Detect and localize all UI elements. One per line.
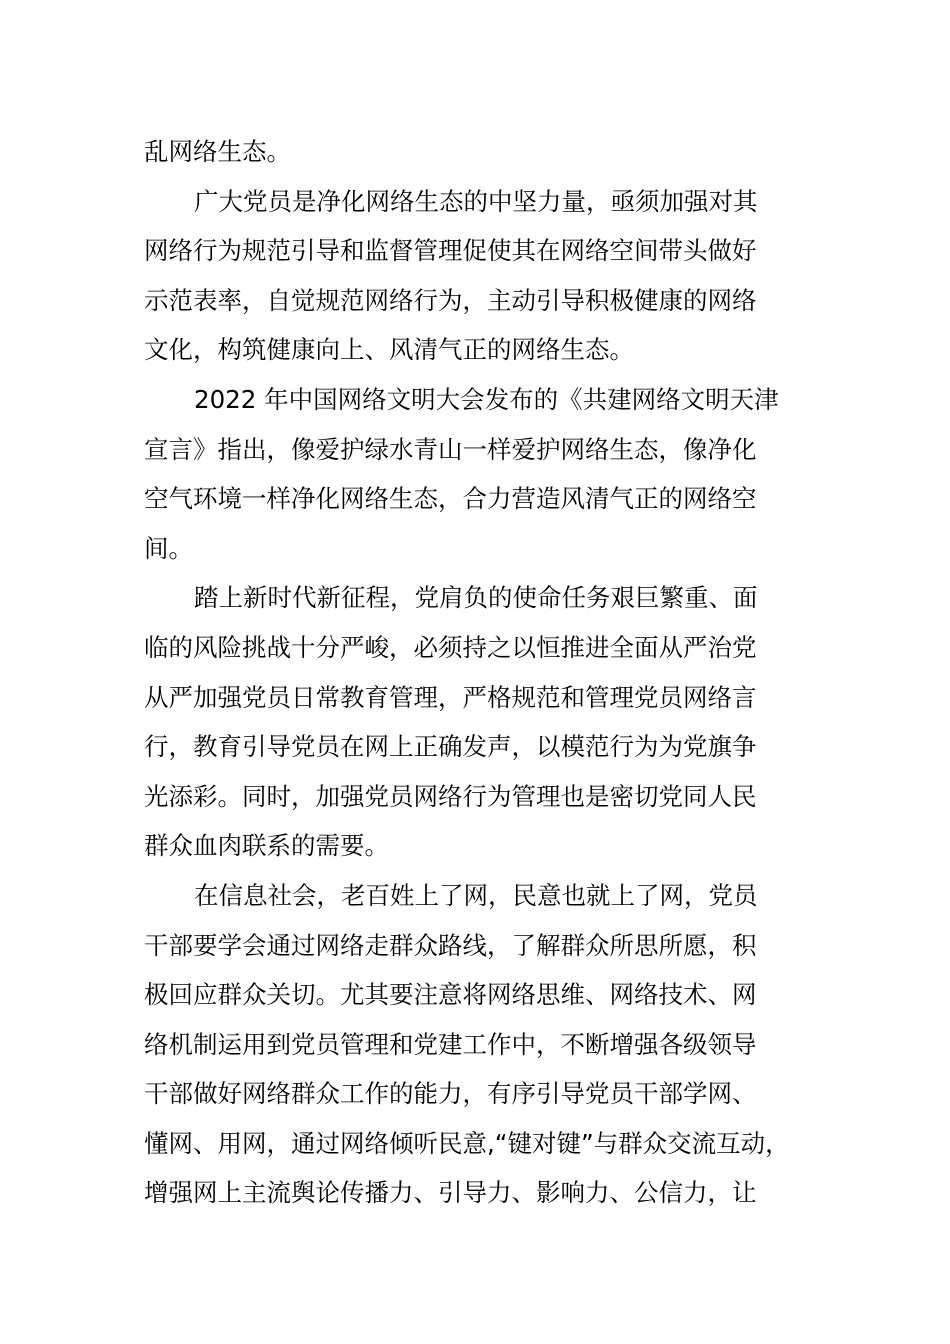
text-line: 从严加强党员日常教育管理，严格规范和管理党员网络言 <box>144 682 757 712</box>
paragraph-first-line: 踏上新时代新征程，党肩负的使命任务艰巨繁重、面 <box>194 583 758 613</box>
text-line: 络机制运用到党员管理和党建工作中，不断增强各级领导 <box>144 1029 757 1059</box>
text-line: 临的风险挑战十分严峻，必须持之以恒推进全面从严治党 <box>144 632 757 662</box>
text-line: 干部做好网络群众工作的能力，有序引导党员干部学网、 <box>144 1079 757 1109</box>
text-line: 懂网、用网，通过网络倾听民意,“键对键”与群众交流互动， <box>144 1128 790 1158</box>
paragraph-first-line: 广大党员是净化网络生态的中坚力量，亟须加强对其 <box>194 186 758 216</box>
text-line: 示范表率，自觉规范网络行为，主动引导积极健康的网络 <box>144 285 757 315</box>
paragraph-first-line: 2022 年中国网络文明大会发布的《共建网络文明天津 <box>194 384 779 414</box>
text-line: 干部要学会通过网络走群众路线，了解群众所思所愿，积 <box>144 930 757 960</box>
text-line: 极回应群众关切。尤其要注意将网络思维、网络技术、网 <box>144 980 757 1010</box>
text-line: 增强网上主流舆论传播力、引导力、影响力、公信力，让 <box>144 1178 757 1208</box>
document-body <box>144 127 814 1218</box>
text-line: 宣言》指出，像爱护绿水青山一样爱护网络生态，像净化 <box>144 434 757 464</box>
text-line: 间。 <box>144 533 193 563</box>
text-line: 网络行为规范引导和监督管理促使其在网络空间带头做好 <box>144 236 757 266</box>
text-line: 群众血肉联系的需要。 <box>144 831 389 861</box>
text-line: 空气环境一样净化网络生态，合力营造风清气正的网络空 <box>144 484 757 514</box>
text-line: 文化，构筑健康向上、风清气正的网络生态。 <box>144 335 634 365</box>
text-line: 光添彩。同时，加强党员网络行为管理也是密切党同人民 <box>144 781 757 811</box>
text-line: 乱网络生态。 <box>144 137 291 166</box>
paragraph-first-line: 在信息社会，老百姓上了网，民意也就上了网，党员 <box>194 880 758 910</box>
text-line: 行，教育引导党员在网上正确发声，以模范行为为党旗争 <box>144 732 757 762</box>
